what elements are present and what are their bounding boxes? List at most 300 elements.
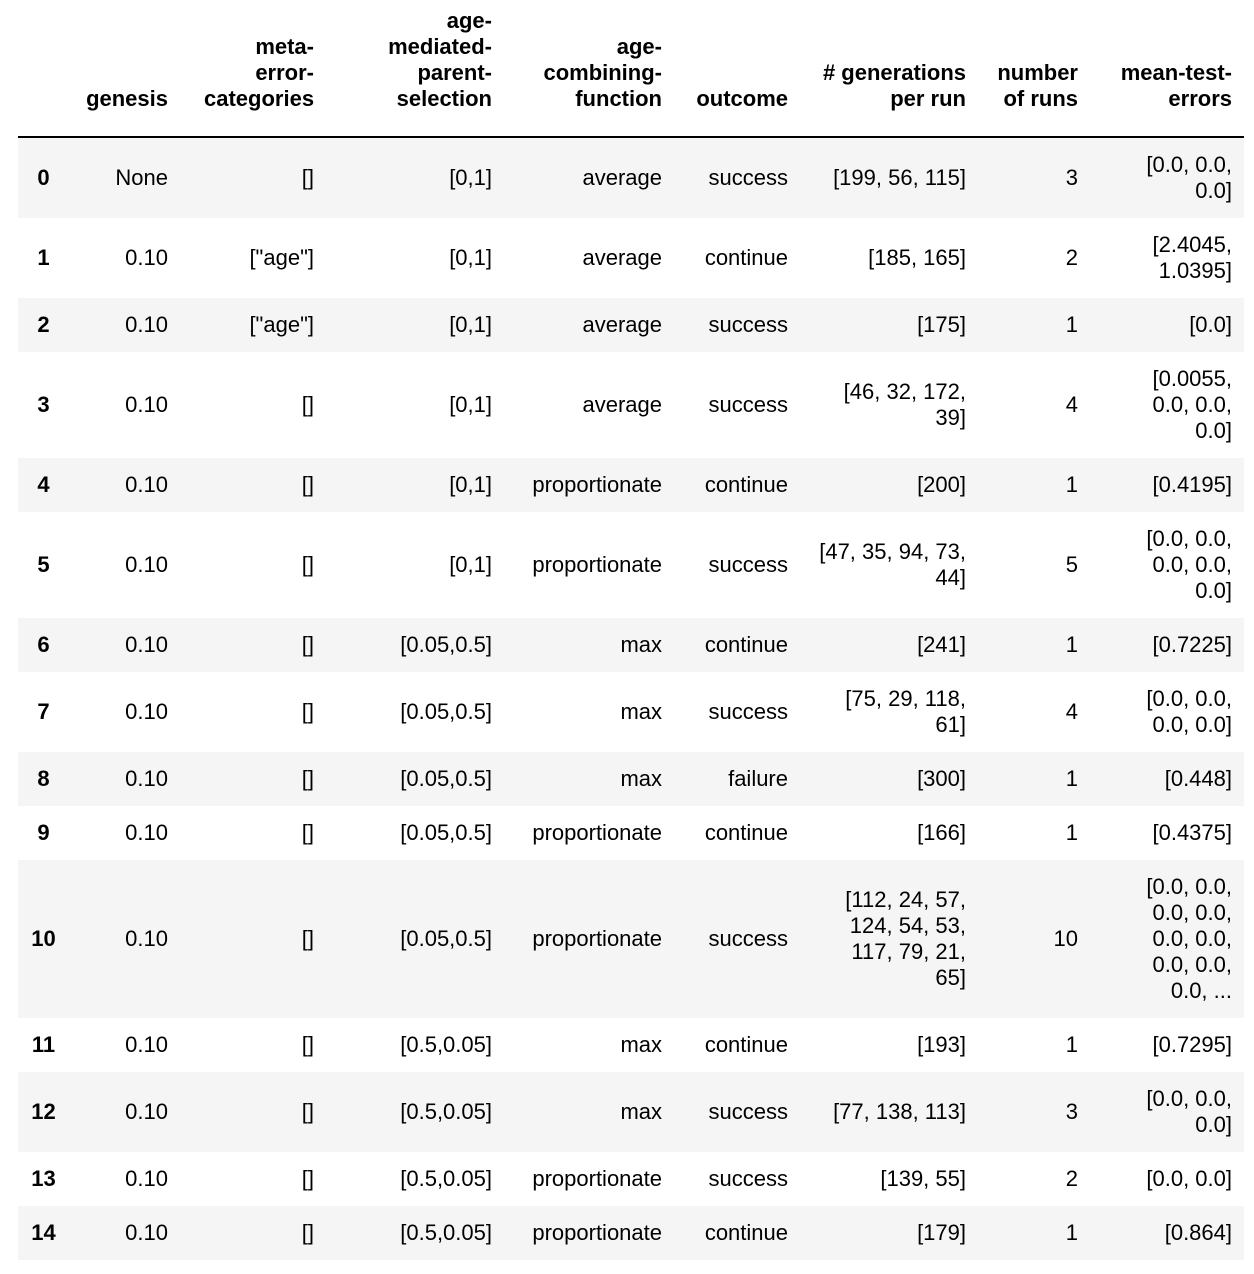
cell-generations-per-run <box>800 1018 978 1072</box>
table-row <box>18 1018 1244 1072</box>
cell-text: [] <box>301 1166 314 1191</box>
cell-text: [0,1] <box>449 165 492 190</box>
cell-meta-error-categories <box>180 860 326 1018</box>
cell-text: average <box>582 312 662 337</box>
cell-text: [0.5,0.05] <box>400 1166 492 1191</box>
cell-genesis <box>75 1018 180 1072</box>
cell-mean-test-errors <box>1090 137 1244 218</box>
column-header-label: age-mediated-parent-selection <box>388 8 492 111</box>
row-index <box>18 458 75 512</box>
cell-text: 0.10 <box>125 312 168 337</box>
row-index <box>18 1072 75 1152</box>
row-index <box>18 752 75 806</box>
cell-text: 10 <box>1053 926 1078 951</box>
cell-mean-test-errors <box>1090 512 1244 618</box>
column-header-meta-error-categories <box>180 0 326 137</box>
column-header-generations-per-run <box>800 0 978 137</box>
table-body <box>18 137 1244 1260</box>
cell-number-of-runs <box>978 218 1090 298</box>
cell-text: [193] <box>917 1032 966 1057</box>
row-index <box>18 298 75 352</box>
cell-text: 4 <box>1065 392 1078 417</box>
cell-generations-per-run <box>800 1072 978 1152</box>
cell-text: [] <box>301 1220 314 1245</box>
cell-text: [112, 24, 57, 124, 54, 53, 117, 79, 21, 65] <box>845 887 966 990</box>
cell-text: continue <box>704 632 788 657</box>
cell-text: [] <box>301 699 314 724</box>
cell-outcome <box>674 618 800 672</box>
cell-text: proportionate <box>532 1220 662 1245</box>
cell-age-mediated-parent-selection <box>326 1152 504 1206</box>
cell-text: 4 <box>1065 699 1078 724</box>
cell-text: 13 <box>31 1166 56 1191</box>
row-index <box>18 618 75 672</box>
cell-meta-error-categories <box>180 458 326 512</box>
cell-text: 1 <box>1065 766 1078 791</box>
cell-age-mediated-parent-selection <box>326 806 504 860</box>
cell-age-combining-function <box>504 298 674 352</box>
cell-age-mediated-parent-selection <box>326 218 504 298</box>
cell-text: continue <box>704 1032 788 1057</box>
cell-text: 1 <box>1065 820 1078 845</box>
cell-number-of-runs <box>978 512 1090 618</box>
column-header-age-mediated-parent-selection <box>326 0 504 137</box>
column-header-label: mean-test-errors <box>1120 60 1232 111</box>
column-header-outcome <box>674 0 800 137</box>
row-index <box>18 352 75 458</box>
cell-mean-test-errors <box>1090 752 1244 806</box>
cell-generations-per-run <box>800 218 978 298</box>
table-row <box>18 1072 1244 1152</box>
cell-text: [0.0055, 0.0, 0.0, 0.0] <box>1152 366 1232 443</box>
cell-text: [0.7295] <box>1152 1032 1232 1057</box>
cell-text: 0.10 <box>125 245 168 270</box>
cell-text: 2 <box>1065 245 1078 270</box>
cell-genesis <box>75 512 180 618</box>
cell-text: 3 <box>1065 1099 1078 1124</box>
column-header-label: meta-error-categories <box>204 34 315 111</box>
cell-text: [47, 35, 94, 73, 44] <box>819 539 966 590</box>
cell-text: 0.10 <box>125 392 168 417</box>
cell-text: 0.10 <box>125 472 168 497</box>
cell-text: 0.10 <box>125 1032 168 1057</box>
cell-text: success <box>708 552 788 577</box>
cell-text: [241] <box>917 632 966 657</box>
cell-text: [166] <box>917 820 966 845</box>
cell-text: [] <box>301 392 314 417</box>
cell-age-combining-function <box>504 1206 674 1260</box>
row-index <box>18 1152 75 1206</box>
cell-number-of-runs <box>978 752 1090 806</box>
cell-age-mediated-parent-selection <box>326 1072 504 1152</box>
cell-text: proportionate <box>532 820 662 845</box>
cell-outcome <box>674 1018 800 1072</box>
cell-mean-test-errors <box>1090 218 1244 298</box>
cell-text: average <box>582 165 662 190</box>
cell-text: [75, 29, 118, 61] <box>845 686 966 737</box>
cell-meta-error-categories <box>180 298 326 352</box>
header-row <box>18 0 1244 137</box>
cell-text: [200] <box>917 472 966 497</box>
cell-outcome <box>674 806 800 860</box>
cell-text: ["age"] <box>249 312 314 337</box>
cell-age-combining-function <box>504 218 674 298</box>
cell-age-combining-function <box>504 512 674 618</box>
table-row <box>18 806 1244 860</box>
cell-text: proportionate <box>532 1166 662 1191</box>
cell-meta-error-categories <box>180 512 326 618</box>
cell-age-combining-function <box>504 1018 674 1072</box>
cell-text: max <box>620 1099 662 1124</box>
cell-mean-test-errors <box>1090 1152 1244 1206</box>
cell-genesis <box>75 1152 180 1206</box>
cell-genesis <box>75 458 180 512</box>
cell-text: [0.05,0.5] <box>400 926 492 951</box>
cell-text: 0 <box>37 165 50 190</box>
cell-text: [0.05,0.5] <box>400 820 492 845</box>
cell-mean-test-errors <box>1090 618 1244 672</box>
row-index <box>18 137 75 218</box>
cell-generations-per-run <box>800 458 978 512</box>
cell-text: success <box>708 926 788 951</box>
cell-text: [] <box>301 1099 314 1124</box>
cell-age-mediated-parent-selection <box>326 672 504 752</box>
cell-text: 0.10 <box>125 1099 168 1124</box>
cell-mean-test-errors <box>1090 806 1244 860</box>
cell-text: None <box>115 165 168 190</box>
cell-genesis <box>75 860 180 1018</box>
cell-text: proportionate <box>532 472 662 497</box>
cell-text: [] <box>301 472 314 497</box>
cell-text: [300] <box>917 766 966 791</box>
table-header <box>18 0 1244 137</box>
row-index <box>18 672 75 752</box>
cell-text: max <box>620 1032 662 1057</box>
column-header-label: genesis <box>86 86 168 111</box>
cell-generations-per-run <box>800 752 978 806</box>
cell-number-of-runs <box>978 458 1090 512</box>
table-row <box>18 512 1244 618</box>
cell-mean-test-errors <box>1090 860 1244 1018</box>
cell-text: 10 <box>31 926 56 951</box>
cell-genesis <box>75 352 180 458</box>
cell-number-of-runs <box>978 298 1090 352</box>
cell-text: [0.0, 0.0, 0.0, 0.0, 0.0] <box>1146 526 1232 603</box>
cell-number-of-runs <box>978 1152 1090 1206</box>
cell-text: 0.10 <box>125 1220 168 1245</box>
cell-text: 14 <box>31 1220 56 1245</box>
cell-text: 5 <box>1065 552 1078 577</box>
cell-text: 1 <box>37 245 50 270</box>
cell-genesis <box>75 1072 180 1152</box>
cell-text: [] <box>301 632 314 657</box>
cell-genesis <box>75 618 180 672</box>
cell-text: 0.10 <box>125 1166 168 1191</box>
cell-text: [2.4045, 1.0395] <box>1152 232 1232 283</box>
cell-text: [0.05,0.5] <box>400 699 492 724</box>
cell-mean-test-errors <box>1090 298 1244 352</box>
cell-meta-error-categories <box>180 137 326 218</box>
cell-text: 1 <box>1065 472 1078 497</box>
cell-text: 1 <box>1065 1220 1078 1245</box>
row-index <box>18 218 75 298</box>
cell-text: [46, 32, 172, 39] <box>843 379 966 430</box>
cell-text: 0.10 <box>125 632 168 657</box>
cell-outcome <box>674 1206 800 1260</box>
cell-generations-per-run <box>800 806 978 860</box>
cell-age-mediated-parent-selection <box>326 1018 504 1072</box>
cell-text: 0.10 <box>125 552 168 577</box>
index-header <box>18 0 75 137</box>
table-row <box>18 218 1244 298</box>
cell-outcome <box>674 298 800 352</box>
cell-text: success <box>708 1166 788 1191</box>
cell-meta-error-categories <box>180 1206 326 1260</box>
table-row <box>18 298 1244 352</box>
cell-number-of-runs <box>978 860 1090 1018</box>
cell-text: 2 <box>37 312 50 337</box>
row-index <box>18 806 75 860</box>
table-row <box>18 672 1244 752</box>
row-index <box>18 1206 75 1260</box>
table-row <box>18 618 1244 672</box>
cell-age-mediated-parent-selection <box>326 618 504 672</box>
cell-age-combining-function <box>504 352 674 458</box>
cell-text: [] <box>301 165 314 190</box>
cell-number-of-runs <box>978 1018 1090 1072</box>
cell-mean-test-errors <box>1090 672 1244 752</box>
cell-mean-test-errors <box>1090 1072 1244 1152</box>
cell-genesis <box>75 752 180 806</box>
cell-outcome <box>674 512 800 618</box>
cell-text: [0.0] <box>1189 312 1232 337</box>
table-row <box>18 137 1244 218</box>
cell-text: continue <box>704 820 788 845</box>
cell-text: 2 <box>1065 1166 1078 1191</box>
cell-generations-per-run <box>800 512 978 618</box>
cell-genesis <box>75 298 180 352</box>
cell-text: 9 <box>37 820 50 845</box>
cell-outcome <box>674 752 800 806</box>
cell-age-mediated-parent-selection <box>326 860 504 1018</box>
cell-meta-error-categories <box>180 618 326 672</box>
table-row <box>18 860 1244 1018</box>
cell-meta-error-categories <box>180 218 326 298</box>
column-header-age-combining-function <box>504 0 674 137</box>
cell-number-of-runs <box>978 672 1090 752</box>
cell-text: [179] <box>917 1220 966 1245</box>
cell-number-of-runs <box>978 1206 1090 1260</box>
cell-text: ["age"] <box>249 245 314 270</box>
cell-meta-error-categories <box>180 752 326 806</box>
cell-text: [0.864] <box>1164 1220 1232 1245</box>
cell-age-combining-function <box>504 806 674 860</box>
cell-text: 0.10 <box>125 766 168 791</box>
cell-text: [0.0, 0.0, 0.0, 0.0] <box>1146 686 1232 737</box>
cell-text: success <box>708 1099 788 1124</box>
cell-text: [0.0, 0.0, 0.0, 0.0, 0.0, 0.0, 0.0, 0.0, 0.0, ... <box>1146 874 1232 1003</box>
cell-outcome <box>674 137 800 218</box>
cell-age-combining-function <box>504 672 674 752</box>
cell-text: success <box>708 312 788 337</box>
cell-text: average <box>582 392 662 417</box>
cell-number-of-runs <box>978 618 1090 672</box>
cell-text: max <box>620 632 662 657</box>
cell-text: [0.0, 0.0] <box>1146 1166 1232 1191</box>
cell-text: success <box>708 165 788 190</box>
cell-text: [139, 55] <box>880 1166 966 1191</box>
column-header-label: age-combining-function <box>543 34 662 111</box>
cell-text: [0,1] <box>449 472 492 497</box>
cell-text: continue <box>704 1220 788 1245</box>
cell-mean-test-errors <box>1090 352 1244 458</box>
cell-generations-per-run <box>800 1152 978 1206</box>
cell-text: continue <box>704 245 788 270</box>
cell-text: 6 <box>37 632 50 657</box>
table-row <box>18 1206 1244 1260</box>
cell-meta-error-categories <box>180 672 326 752</box>
cell-genesis <box>75 806 180 860</box>
cell-age-mediated-parent-selection <box>326 752 504 806</box>
cell-meta-error-categories <box>180 1152 326 1206</box>
cell-text: [0.0, 0.0, 0.0] <box>1146 1086 1232 1137</box>
cell-text: 12 <box>31 1099 56 1124</box>
cell-age-mediated-parent-selection <box>326 137 504 218</box>
cell-outcome <box>674 860 800 1018</box>
cell-text: 11 <box>31 1032 56 1057</box>
cell-mean-test-errors <box>1090 1206 1244 1260</box>
column-header-mean-test-errors <box>1090 0 1244 137</box>
cell-text: max <box>620 699 662 724</box>
cell-text: continue <box>704 472 788 497</box>
cell-age-mediated-parent-selection <box>326 1206 504 1260</box>
cell-text: 4 <box>37 472 50 497</box>
cell-generations-per-run <box>800 352 978 458</box>
cell-mean-test-errors <box>1090 458 1244 512</box>
cell-text: 3 <box>1065 165 1078 190</box>
cell-text: [] <box>301 766 314 791</box>
cell-outcome <box>674 352 800 458</box>
row-index <box>18 1018 75 1072</box>
cell-age-mediated-parent-selection <box>326 352 504 458</box>
cell-genesis <box>75 137 180 218</box>
cell-text: [0.05,0.5] <box>400 632 492 657</box>
table-row <box>18 1152 1244 1206</box>
cell-text: 0.10 <box>125 926 168 951</box>
cell-text: [199, 56, 115] <box>833 165 966 190</box>
cell-generations-per-run <box>800 1206 978 1260</box>
cell-text: 0.10 <box>125 699 168 724</box>
cell-text: [175] <box>917 312 966 337</box>
cell-text: [0.5,0.05] <box>400 1032 492 1057</box>
row-index <box>18 860 75 1018</box>
cell-meta-error-categories <box>180 1072 326 1152</box>
cell-text: 1 <box>1065 632 1078 657</box>
table-row <box>18 458 1244 512</box>
cell-age-mediated-parent-selection <box>326 298 504 352</box>
table-row <box>18 752 1244 806</box>
cell-text: [0,1] <box>449 552 492 577</box>
cell-text: [] <box>301 926 314 951</box>
cell-outcome <box>674 1072 800 1152</box>
column-header-number-of-runs <box>978 0 1090 137</box>
cell-meta-error-categories <box>180 1018 326 1072</box>
cell-age-mediated-parent-selection <box>326 458 504 512</box>
cell-text: [0.5,0.05] <box>400 1099 492 1124</box>
cell-mean-test-errors <box>1090 1018 1244 1072</box>
cell-text: [0.4195] <box>1152 472 1232 497</box>
cell-text: [0.4375] <box>1152 820 1232 845</box>
cell-number-of-runs <box>978 137 1090 218</box>
cell-age-combining-function <box>504 1072 674 1152</box>
column-header-genesis <box>75 0 180 137</box>
dataframe-table <box>18 0 1244 1260</box>
cell-text: [0.448] <box>1164 766 1232 791</box>
cell-age-combining-function <box>504 860 674 1018</box>
cell-genesis <box>75 1206 180 1260</box>
cell-text: 7 <box>37 699 50 724</box>
cell-outcome <box>674 672 800 752</box>
cell-generations-per-run <box>800 672 978 752</box>
cell-text: proportionate <box>532 552 662 577</box>
cell-text: [0,1] <box>449 245 492 270</box>
cell-age-combining-function <box>504 458 674 512</box>
cell-text: 1 <box>1065 1032 1078 1057</box>
cell-text: failure <box>728 766 788 791</box>
cell-genesis <box>75 672 180 752</box>
cell-generations-per-run <box>800 860 978 1018</box>
cell-text: [0,1] <box>449 392 492 417</box>
column-header-label: outcome <box>696 86 788 111</box>
cell-text: [] <box>301 1032 314 1057</box>
cell-outcome <box>674 1152 800 1206</box>
cell-age-mediated-parent-selection <box>326 512 504 618</box>
cell-outcome <box>674 218 800 298</box>
cell-text: [0.05,0.5] <box>400 766 492 791</box>
cell-text: 3 <box>37 392 50 417</box>
cell-text: [77, 138, 113] <box>833 1099 966 1124</box>
cell-number-of-runs <box>978 806 1090 860</box>
cell-age-combining-function <box>504 1152 674 1206</box>
cell-outcome <box>674 458 800 512</box>
cell-text: average <box>582 245 662 270</box>
cell-generations-per-run <box>800 618 978 672</box>
cell-text: [185, 165] <box>868 245 966 270</box>
cell-meta-error-categories <box>180 352 326 458</box>
cell-text: success <box>708 392 788 417</box>
cell-text: [0.0, 0.0, 0.0] <box>1146 152 1232 203</box>
cell-text: max <box>620 766 662 791</box>
cell-number-of-runs <box>978 1072 1090 1152</box>
cell-text: [] <box>301 552 314 577</box>
cell-text: 8 <box>37 766 50 791</box>
cell-text: 0.10 <box>125 820 168 845</box>
cell-age-combining-function <box>504 137 674 218</box>
cell-text: [0,1] <box>449 312 492 337</box>
cell-generations-per-run <box>800 298 978 352</box>
cell-text: 1 <box>1065 312 1078 337</box>
cell-age-combining-function <box>504 618 674 672</box>
cell-text: success <box>708 699 788 724</box>
cell-text: [0.7225] <box>1152 632 1232 657</box>
cell-text: 5 <box>37 552 50 577</box>
row-index <box>18 512 75 618</box>
cell-age-combining-function <box>504 752 674 806</box>
cell-number-of-runs <box>978 352 1090 458</box>
cell-generations-per-run <box>800 137 978 218</box>
cell-text: [0.5,0.05] <box>400 1220 492 1245</box>
cell-meta-error-categories <box>180 806 326 860</box>
